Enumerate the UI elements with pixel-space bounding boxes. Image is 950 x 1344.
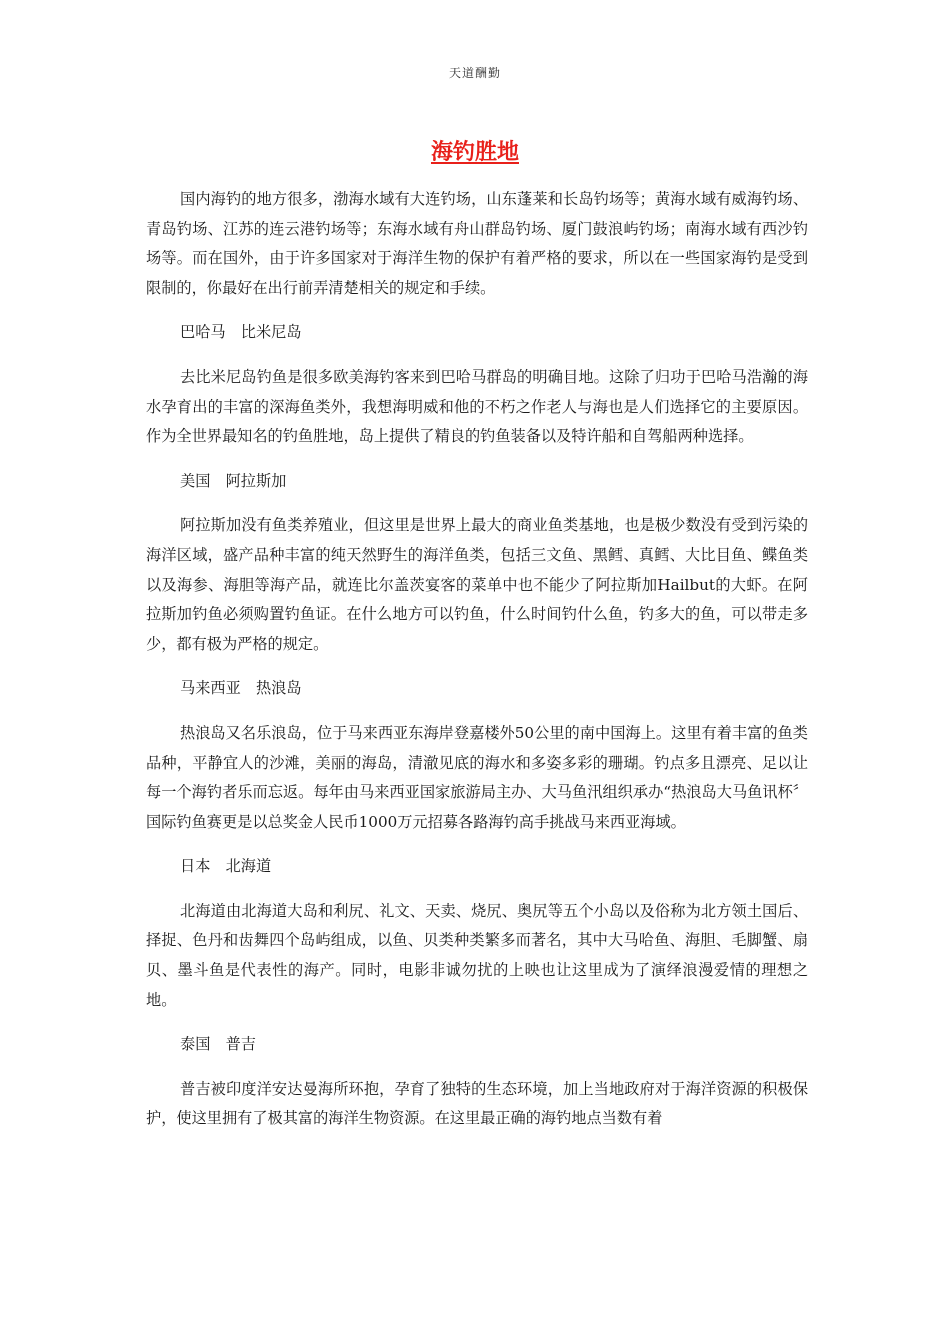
section-body-phuket: 普吉被印度洋安达曼海所环抱，孕育了独特的生态环境，加上当地政府对于海洋资源的积极保护，使这里拥有了极其富的海洋生物资源。在这里最正确的海钓地点当数有着 — [146, 1079, 808, 1128]
section-heading-hokkaido: 日本 北海道 — [180, 857, 272, 876]
section-body-alaska: 阿拉斯加没有鱼类养殖业，但这里是世界上最大的商业鱼类基地，也是极少数没有受到污染的海洋区域，盛产品种丰富的纯天然野生的海洋鱼类，包括三文鱼、黑鳕、真鳕、大比目鱼、鲽鱼类以及海参、海胆等海产品，就连比尔盖茨宴客的菜单中也不能少了阿拉斯加Hailbut的大虾。在阿拉斯加钓鱼必须购置钓鱼证。在什么地方可以钓鱼，什么时间钓什么鱼，钓多大的鱼，可以带走多少，都有极为严格的规定。 — [146, 516, 808, 653]
intro-paragraph: 国内海钓的地方很多，渤海水域有大连钓场，山东蓬莱和长岛钓场等；黄海水域有威海钓场、青岛钓场、江苏的连云港钓场等；东海水域有舟山群岛钓场、厦门鼓浪屿钓场；南海水域有西沙钓场等。而在国外，由于许多国家对于海洋生物的保护有着严格的要求，所以在一些国家海钓是受到限制的，你最好在出行前弄清楚相关的规定和手续。 — [146, 190, 808, 297]
document-title: 海钓胜地 — [430, 139, 519, 165]
section-heading-malaysia: 马来西亚 热浪岛 — [180, 679, 302, 698]
section-body-malaysia: 热浪岛又名乐浪岛，位于马来西亚东海岸登嘉楼外50公里的南中国海上。这里有着丰富的鱼类品种，平静宜人的沙滩，美丽的海岛，清澈见底的海水和多姿多彩的珊瑚。钓点多且漂亮、足以让每一个海钓者乐而忘返。每年由马来西亚国家旅游局主办、大马鱼汛组织承办“热浪岛大马鱼讯杯〞国际钓鱼赛更是以总奖金人民币1000万元招募各路海钓高手挑战马来西亚海域。 — [146, 723, 808, 831]
section-heading-bahamas: 巴哈马 比米尼岛 — [180, 323, 302, 342]
section-heading-alaska: 美国 阿拉斯加 — [180, 471, 287, 490]
section-body-bahamas: 去比米尼岛钓鱼是很多欧美海钓客来到巴哈马群岛的明确目地。这除了归功于巴哈马浩瀚的海水孕育出的丰富的深海鱼类外，我想海明威和他的不朽之作老人与海也是人们选择它的主要原因。作为全世界最知名的钓鱼胜地，岛上提供了精良的钓鱼装备以及特许船和自驾船两种选择。 — [146, 367, 808, 446]
page-header: 天道酬勤 — [448, 66, 501, 80]
section-heading-phuket: 泰国 普吉 — [180, 1035, 256, 1054]
section-body-hokkaido: 北海道由北海道大岛和利尻、礼文、天卖、烧尻、奥尻等五个小岛以及俗称为北方领土国后、择捉、色丹和齿舞四个岛屿组成，以鱼、贝类种类繁多而著名，其中大马哈鱼、海胆、毛脚蟹、扇贝、墨斗鱼是代表性的海产。同时，电影非诚勿扰的上映也让这里成为了演绎浪漫爱情的理想之地。 — [146, 901, 808, 1009]
document-body — [146, 185, 808, 1134]
